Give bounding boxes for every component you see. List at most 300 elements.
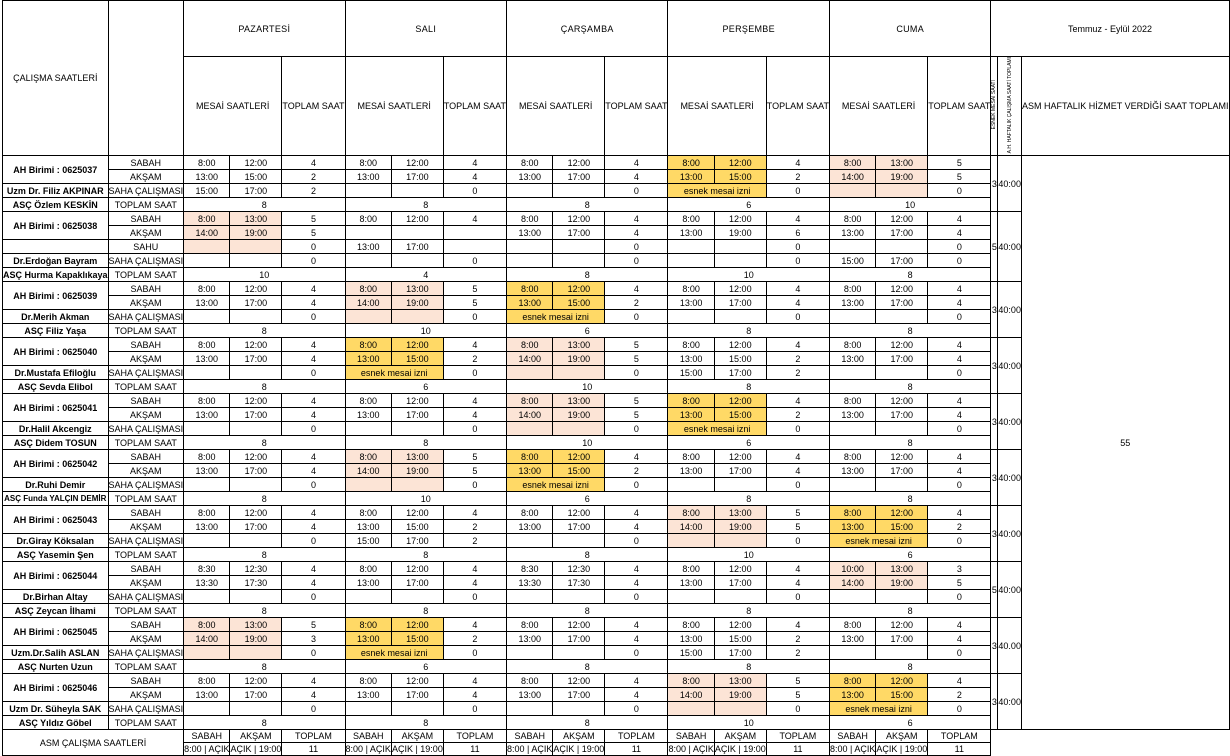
hour-count: 0: [766, 422, 829, 436]
time-start: 13:00: [507, 688, 553, 702]
hour-count: 4: [766, 450, 829, 464]
row-label-saha: SAHA ÇALIŞMASI: [108, 367, 184, 378]
time-start: 13:00: [345, 688, 391, 702]
hour-count: 4: [928, 338, 991, 352]
time-start: 8:00: [345, 618, 391, 632]
footer-sabah: SABAH: [184, 730, 230, 743]
time-start: 8:00: [829, 394, 875, 408]
time-end: 19:00: [714, 226, 766, 240]
hour-count: 4: [282, 156, 345, 170]
time-end: 15:00: [714, 352, 766, 366]
footer-start: 8:00: [507, 744, 525, 755]
time-start: [184, 702, 230, 716]
hour-count: 4: [928, 464, 991, 478]
time-start: 8:00: [345, 156, 391, 170]
day-total: 4: [345, 268, 506, 282]
esnek-hours: 3: [991, 156, 998, 212]
hour-count: 4: [766, 296, 829, 310]
time-start: 14:00: [829, 576, 875, 590]
time-end: 12:00: [553, 674, 605, 688]
hour-count: 4: [282, 520, 345, 534]
time-end: [553, 534, 605, 548]
time-end: [876, 478, 928, 492]
hour-count: 0: [605, 702, 668, 716]
time-end: 19:00: [230, 632, 282, 646]
footer-aksam: AKŞAM: [391, 730, 443, 743]
time-end: 17:00: [391, 688, 443, 702]
hour-count: 2: [282, 170, 345, 184]
time-end: 15:00: [391, 520, 443, 534]
mesai-header: MESAİ SAATLERİ: [668, 57, 766, 156]
time-start: [829, 646, 875, 660]
row-label-aksam: AKŞAM: [108, 170, 184, 184]
hour-count: 0: [928, 254, 991, 268]
time-start: [507, 534, 553, 548]
time-start: [507, 366, 553, 380]
time-start: 8:00: [345, 212, 391, 226]
time-end: [391, 254, 443, 268]
time-start: [345, 184, 391, 198]
time-end: 17:00: [391, 534, 443, 548]
hour-count: 0: [605, 310, 668, 324]
hour-count: 4: [928, 450, 991, 464]
hour-count: 4: [443, 212, 506, 226]
time-start: 14:00: [668, 688, 714, 702]
hour-count: 4: [766, 212, 829, 226]
row-label-sahu: SAHU: [108, 240, 184, 254]
row-label-saha: SAHA ÇALIŞMASI: [108, 535, 184, 546]
mesai-header: MESAİ SAATLERİ: [507, 57, 605, 156]
hour-count: 2: [605, 464, 668, 478]
time-end: 19:00: [553, 352, 605, 366]
time-start: 8:00: [829, 156, 875, 170]
time-end: 12:00: [230, 506, 282, 520]
time-start: 15:00: [668, 366, 714, 380]
time-start: [668, 310, 714, 324]
time-end: [553, 366, 605, 380]
hour-count: 0: [443, 646, 506, 660]
day-total: 8: [507, 716, 668, 730]
hour-count: 5: [766, 674, 829, 688]
hour-count: 0: [443, 366, 506, 380]
footer-end: 19:00: [581, 744, 605, 755]
mesai-header: MESAİ SAATLERİ: [829, 57, 927, 156]
time-start: [829, 366, 875, 380]
hour-count: 2: [766, 646, 829, 660]
row-label-saha: SAHA ÇALIŞMASI: [108, 311, 184, 322]
day-total: 6: [668, 198, 829, 212]
hour-count: 5: [443, 450, 506, 464]
day-total: 8: [668, 660, 829, 674]
esnek-header-label: ESNEK MESAİ SAATİ: [991, 80, 998, 130]
nurse-name: ASÇ Özlem KESKİN: [3, 198, 109, 212]
time-end: 17:00: [714, 646, 766, 660]
footer-acik: AÇIK: [391, 744, 413, 755]
footer-acik-end: AÇIK | 19:00: [714, 744, 766, 755]
esnek-note: esnek mesai izni: [829, 702, 927, 716]
hour-count: 6: [766, 226, 829, 240]
time-end: 12:00: [553, 450, 605, 464]
day-total: 8: [829, 380, 990, 394]
day-total: 8: [829, 604, 990, 618]
hour-count: 0: [443, 184, 506, 198]
doctor-name: Uzm.Dr.Salih ASLAN: [3, 646, 109, 660]
time-end: 12:30: [230, 562, 282, 576]
footer-start-acik: 8:00 | AÇIK: [668, 744, 714, 755]
time-start: 8:00: [507, 506, 553, 520]
nurse-name: ASÇ Nurten Uzun: [3, 660, 109, 674]
time-start: 10:00: [829, 562, 875, 576]
time-start: [184, 646, 230, 660]
hour-count: 4: [605, 226, 668, 240]
time-end: [553, 646, 605, 660]
time-start: [829, 310, 875, 324]
hour-count: 4: [928, 674, 991, 688]
time-end: 12:00: [876, 674, 928, 688]
time-end: [714, 478, 766, 492]
time-start: 8:00: [829, 282, 875, 296]
day-total: 8: [184, 660, 345, 674]
time-end: 17:00: [876, 352, 928, 366]
hour-count: 4: [928, 394, 991, 408]
hour-count: 2: [928, 520, 991, 534]
esnek-hours: 3: [991, 394, 998, 450]
hour-count: 4: [443, 618, 506, 632]
time-start: [507, 702, 553, 716]
time-start: 15:00: [829, 254, 875, 268]
hour-count: 0: [443, 254, 506, 268]
hour-count: 0: [282, 310, 345, 324]
esnek-note: esnek mesai izni: [345, 366, 443, 380]
hour-count: 4: [282, 352, 345, 366]
time-start: 8:00: [829, 618, 875, 632]
doctor-name: Uzm Dr. Süheyla SAK: [3, 702, 109, 716]
footer-start-acik: 8:00 | AÇIK: [507, 744, 553, 755]
hour-count: 0: [605, 184, 668, 198]
time-end: 12:00: [553, 618, 605, 632]
hour-count: 5: [282, 226, 345, 240]
time-end: [553, 422, 605, 436]
time-end: 17:00: [553, 688, 605, 702]
time-end: 12:00: [876, 338, 928, 352]
time-start: 8:00: [668, 506, 714, 520]
time-end: 13:00: [714, 506, 766, 520]
day-total: 8: [345, 604, 506, 618]
row-label-aksam: AKŞAM: [108, 464, 184, 478]
mesai-header: MESAİ SAATLERİ: [345, 57, 443, 156]
time-end: 13:00: [391, 282, 443, 296]
day-total: 8: [507, 268, 668, 282]
time-end: 17:00: [553, 520, 605, 534]
time-end: 12:00: [553, 282, 605, 296]
time-start: [507, 254, 553, 268]
time-start: 8:00: [829, 450, 875, 464]
footer-acik-end: AÇIK | 19:00: [230, 744, 282, 755]
time-end: 19:00: [230, 226, 282, 240]
footer-end: 19:00: [743, 744, 766, 755]
hour-count: 4: [766, 562, 829, 576]
footer-acik: AÇIK: [230, 744, 252, 755]
row-label-aksam: AKŞAM: [108, 408, 184, 422]
time-start: 13:00: [829, 520, 875, 534]
unit-name: AH Birimi : 0625044: [3, 562, 109, 590]
period-title: Temmuz - Eylül 2022: [991, 1, 1229, 57]
day-total: 10: [507, 380, 668, 394]
day-total: 10: [829, 198, 990, 212]
hour-count: 5: [443, 296, 506, 310]
weekly-hours: 40:00: [998, 674, 1022, 730]
row-label-toplam_saat: TOPLAM SAAT: [108, 198, 184, 212]
footer-start: 8:00: [184, 744, 202, 755]
time-end: 13:00: [230, 212, 282, 226]
unit-name: AH Birimi : 0625046: [3, 674, 109, 702]
time-start: [829, 478, 875, 492]
unit-name: AH Birimi : 0625039: [3, 282, 109, 310]
day-total: 8: [668, 380, 829, 394]
esnek-hours: 3: [991, 506, 998, 562]
time-end: 15:00: [714, 170, 766, 184]
day-total: 6: [507, 324, 668, 338]
time-end: 19:00: [391, 296, 443, 310]
time-start: [184, 422, 230, 436]
time-end: [714, 240, 766, 254]
row-label-sabah: SABAH: [108, 618, 184, 632]
hour-count: 0: [605, 240, 668, 254]
hour-count: 0: [443, 422, 506, 436]
hour-count: 5: [928, 170, 991, 184]
time-end: [553, 702, 605, 716]
row-label-sabah: SABAH: [108, 338, 184, 352]
time-start: [507, 240, 553, 254]
hour-count: 0: [605, 534, 668, 548]
time-end: [230, 422, 282, 436]
time-start: 8:00: [829, 212, 875, 226]
time-start: [345, 226, 391, 240]
time-end: [230, 646, 282, 660]
hour-count: 4: [443, 506, 506, 520]
hour-count: 0: [928, 590, 991, 604]
time-end: [714, 310, 766, 324]
footer-start: 8:00: [668, 744, 687, 755]
hour-count: 0: [605, 366, 668, 380]
time-end: 15:00: [714, 408, 766, 422]
day-total: 10: [668, 548, 829, 562]
hour-count: 0: [928, 646, 991, 660]
nurse-name: ASÇ Hurma Kapaklıkaya: [3, 269, 108, 280]
hour-count: 4: [605, 506, 668, 520]
hour-count: 5: [605, 352, 668, 366]
time-end: 13:00: [553, 338, 605, 352]
time-start: 13:00: [184, 296, 230, 310]
time-start: 8:00: [184, 282, 230, 296]
row-label-sabah: SABAH: [108, 506, 184, 520]
time-end: 17:00: [230, 688, 282, 702]
time-end: [714, 254, 766, 268]
row-label-aksam: AKŞAM: [108, 296, 184, 310]
time-end: 17:00: [553, 632, 605, 646]
hour-count: 0: [282, 590, 345, 604]
nurse-name: ASÇ Yıldız Göbel: [3, 716, 109, 730]
row-label-aksam: AKŞAM: [108, 226, 184, 240]
time-start: 13:00: [668, 226, 714, 240]
time-start: 8:00: [345, 394, 391, 408]
hour-count: 5: [766, 506, 829, 520]
hour-count: 4: [605, 618, 668, 632]
day-total: 8: [829, 492, 990, 506]
time-start: [507, 422, 553, 436]
time-end: 17:00: [230, 184, 282, 198]
time-start: 8:30: [507, 562, 553, 576]
hour-count: 4: [443, 562, 506, 576]
time-start: 14:00: [184, 632, 230, 646]
time-end: 17:00: [553, 170, 605, 184]
footer-start-acik: 8:00 | AÇIK: [345, 744, 391, 755]
doctor-name: Dr.Halil Akcengiz: [3, 422, 109, 436]
hour-count: 4: [928, 618, 991, 632]
time-start: [668, 590, 714, 604]
row-label-saha: SAHA ÇALIŞMASI: [108, 591, 184, 602]
footer-start-acik: 8:00 | AÇIK: [184, 744, 230, 755]
day-total: 10: [345, 492, 506, 506]
hour-count: 0: [928, 240, 991, 254]
row-label-toplam_saat: TOPLAM SAAT: [108, 380, 184, 394]
unit-name: AH Birimi : 0625038: [3, 212, 109, 240]
unit-name: AH Birimi : 0625040: [3, 338, 109, 366]
day-total: 8: [184, 492, 345, 506]
footer-end: 19:00: [258, 744, 282, 755]
row-label-aksam: AKŞAM: [108, 520, 184, 534]
footer-toplam: TOPLAM: [282, 730, 345, 743]
doctor-name: Dr.Erdoğan Bayram: [3, 254, 109, 268]
time-end: 15:00: [391, 632, 443, 646]
time-start: 14:00: [507, 408, 553, 422]
hour-count: 0: [928, 366, 991, 380]
esnek-hours: 3: [991, 338, 998, 394]
time-end: 12:00: [391, 338, 443, 352]
hour-count: 0: [605, 478, 668, 492]
hour-count: 3: [282, 632, 345, 646]
time-end: 17:00: [714, 464, 766, 478]
hour-count: 0: [282, 240, 345, 254]
footer-acik: AÇIK: [369, 744, 391, 755]
time-start: [345, 702, 391, 716]
day-total: 8: [184, 198, 345, 212]
time-end: 12:00: [714, 450, 766, 464]
weekly-hours: 40:00: [998, 562, 1022, 618]
time-start: [184, 240, 230, 254]
hour-count: 4: [605, 674, 668, 688]
hour-count: 4: [928, 226, 991, 240]
hour-count: 0: [605, 254, 668, 268]
time-start: 8:00: [507, 394, 553, 408]
hour-count: 4: [282, 562, 345, 576]
time-start: [507, 184, 553, 198]
time-start: 15:00: [184, 184, 230, 198]
hour-count: 2: [443, 632, 506, 646]
time-start: 13:00: [668, 408, 714, 422]
hour-count: 4: [928, 282, 991, 296]
hour-count: 4: [282, 394, 345, 408]
time-start: 8:00: [829, 338, 875, 352]
hour-count: 0: [766, 478, 829, 492]
time-end: 12:00: [391, 618, 443, 632]
time-start: 8:00: [184, 156, 230, 170]
time-end: 17:00: [391, 170, 443, 184]
row-label-sabah: SABAH: [108, 212, 184, 226]
hour-count: 2: [443, 352, 506, 366]
hour-count: 4: [282, 408, 345, 422]
time-end: 12:00: [230, 282, 282, 296]
footer-sabah: SABAH: [829, 730, 875, 743]
day-header-0: PAZARTESİ: [184, 1, 345, 57]
doctor-name: Uzm Dr. Filiz AKPINAR: [3, 184, 109, 198]
footer-aksam: AKŞAM: [714, 730, 766, 743]
time-end: [391, 478, 443, 492]
row-label-sabah: SABAH: [108, 156, 184, 170]
day-total: 6: [507, 492, 668, 506]
hour-count: 0: [928, 184, 991, 198]
time-end: 17:00: [876, 296, 928, 310]
hour-count: 5: [605, 338, 668, 352]
footer-count: 11: [928, 743, 991, 756]
time-start: [829, 184, 875, 198]
footer-sabah: SABAH: [345, 730, 391, 743]
footer-acik: AÇIK: [876, 744, 898, 755]
time-end: 17:00: [714, 296, 766, 310]
esnek-hours: 3: [991, 450, 998, 506]
table-title: ÇALIŞMA SAATLERİ: [3, 1, 109, 156]
footer-aksam: AKŞAM: [553, 730, 605, 743]
hour-count: 5: [443, 282, 506, 296]
time-end: [876, 646, 928, 660]
ah-total-header-label: A.H. HAFTALIK ÇALIŞMA SAATİ TOPLAMI: [1006, 57, 1013, 154]
hour-count: 4: [605, 282, 668, 296]
time-start: 13:00: [507, 296, 553, 310]
time-end: [876, 422, 928, 436]
hour-count: 5: [443, 464, 506, 478]
time-start: 8:00: [184, 450, 230, 464]
hour-count: 2: [766, 632, 829, 646]
unit-name: AH Birimi : 0625042: [3, 450, 109, 478]
hour-count: 4: [928, 212, 991, 226]
hour-count: 5: [766, 520, 829, 534]
hour-count: 4: [605, 450, 668, 464]
hour-count: 0: [766, 240, 829, 254]
day-header-1: SALI: [345, 1, 506, 57]
weekly-hours: 40:00: [998, 450, 1022, 506]
hour-count: 0: [282, 646, 345, 660]
unit-name: AH Birimi : 0625037: [3, 156, 109, 184]
time-end: [714, 702, 766, 716]
time-end: [876, 240, 928, 254]
time-start: 8:00: [668, 394, 714, 408]
hour-count: 4: [928, 632, 991, 646]
day-header-2: ÇARŞAMBA: [507, 1, 668, 57]
hour-count: 5: [605, 394, 668, 408]
footer-acik-end: AÇIK | 19:00: [876, 744, 928, 755]
day-total: 10: [507, 436, 668, 450]
time-start: 8:00: [668, 338, 714, 352]
row-label-aksam: AKŞAM: [108, 688, 184, 702]
footer-acik: AÇIK: [692, 744, 714, 755]
nurse-name: ASÇ Zeycan İlhami: [3, 604, 109, 618]
time-start: 13:00: [829, 408, 875, 422]
time-end: [230, 478, 282, 492]
time-end: 12:00: [714, 562, 766, 576]
time-end: 17:00: [391, 240, 443, 254]
hour-count: 4: [282, 464, 345, 478]
footer-sabah: SABAH: [507, 730, 553, 743]
